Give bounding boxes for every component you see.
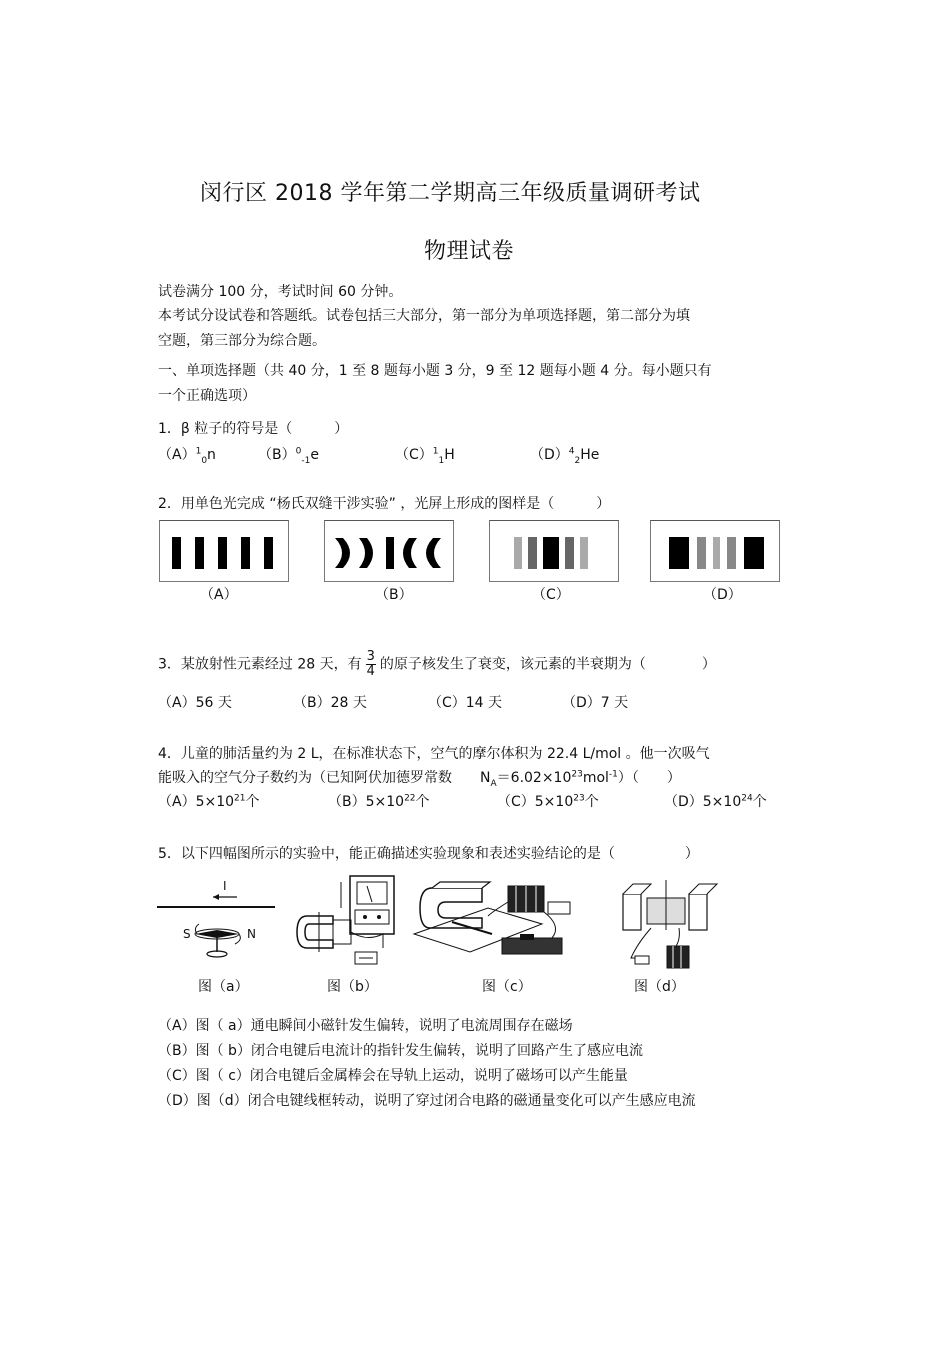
intro-line-3: 空题，第三部分为综合题。	[158, 333, 326, 349]
q4-option-c: $(C)5\times 10^{23}$个	[497, 793, 599, 810]
q3-option-a: （A）56 天	[158, 695, 232, 711]
fringe-pattern-b-graphic	[325, 521, 453, 581]
intro-line-2: 本考试分设试卷和答题纸。试卷包括三大部分，第一部分为单项选择题，第二部分为填	[158, 308, 690, 324]
figure-a-oersted	[155, 872, 280, 967]
section1-heading: 一、单项选择题（共 40 分，1 至 8 题每小题 3 分，9 至 12 题每小题 4 分。每小题只有	[158, 363, 712, 379]
exam-title: 闵行区 2018 学年第二学期高三年级质量调研考试	[200, 181, 701, 206]
figure-a-caption: 图（a）	[198, 979, 249, 995]
figure-c-caption: 图（c）	[482, 979, 532, 995]
fringe-label-b: （B）	[375, 587, 413, 603]
q4-option-a: $(A)5\times 10^{21}$个	[158, 793, 260, 810]
q1-stem: 1．β 粒子的符号是（ ）	[158, 421, 349, 437]
q3-option-d: （D）7 天	[562, 695, 629, 711]
figure-b-induction	[295, 872, 405, 970]
fringe-label-a: （A）	[200, 587, 238, 603]
q3-fraction: $\frac{3}{4}$	[366, 649, 375, 679]
q3-stem: 3．某放射性元素经过 28 天，有 $\frac{3}{4}$ 的原子核发生了衰变，该元素的半衰期为（ ）	[158, 649, 716, 679]
q5-option-d: （D）图（d）闭合电键线框转动，说明了穿过闭合电路的磁通量变化可以产生感应电流	[158, 1093, 696, 1109]
q5-option-a: （A）图（ a）通电瞬间小磁针发生偏转，说明了电流周围存在磁场	[158, 1018, 573, 1034]
fringe-label-c: （C）	[532, 587, 570, 603]
q2-stem: 2．用单色光完成 “杨氏双缝干涉实验” ，光屏上形成的图样是（ ）	[158, 496, 611, 512]
fringe-label-d: （D）	[703, 587, 742, 603]
fringe-pattern-b	[324, 520, 454, 582]
q3-option-c: （C）14 天	[428, 695, 503, 711]
figure-a-north-label: N	[247, 927, 256, 941]
figure-b-caption: 图（b）	[327, 979, 378, 995]
fringe-pattern-a	[159, 520, 289, 582]
q1-option-b: $(B)^0_{-1}e$	[258, 446, 319, 466]
q4-option-b: $(B)5\times 10^{22}$个	[328, 793, 430, 810]
fringe-pattern-d	[650, 520, 780, 582]
q4-stem-line1: 4．儿童的肺活量约为 2 L，在标准状态下，空气的摩尔体积为 22.4 L/mol 。他一次吸气	[158, 746, 710, 762]
q4-stem-line2: 能吸入的空气分子数约为（已知阿伏加德罗常数 $N_A=6.02\times 10^{23}mol^{-1}$）（ ）	[158, 769, 681, 789]
q5-option-c: （C）图（ c）闭合电键后金属棒会在导轨上运动，说明了磁场可以产生能量	[158, 1068, 628, 1084]
q4-option-d: $(D)5\times 10^{24}$个	[664, 793, 767, 810]
q1-option-c: $(C)^1_1H$	[395, 446, 455, 466]
q3-option-b: （B）28 天	[293, 695, 367, 711]
figure-d-caption: 图（d）	[634, 979, 685, 995]
section1-heading-cont: 一个正确选项）	[158, 388, 256, 404]
figure-c-motor	[412, 872, 582, 970]
figure-d-rotating-loop	[617, 872, 727, 972]
fringe-pattern-c	[489, 520, 619, 582]
figure-a-current-label: I	[223, 879, 227, 893]
intro-line-1: 试卷满分 100 分，考试时间 60 分钟。	[158, 284, 403, 300]
q1-option-a: $(A)^1_0n$	[158, 446, 216, 466]
q5-option-b: （B）图（ b）闭合电键后电流计的指针发生偏转，说明了回路产生了感应电流	[158, 1043, 643, 1059]
exam-subtitle: 物理试卷	[424, 239, 515, 264]
q5-stem: 5．以下四幅图所示的实验中，能正确描述实验现象和表述实验结论的是（ ）	[158, 846, 699, 862]
figure-a-south-label: S	[183, 927, 191, 941]
q1-option-d: $(D)^4_2He$	[530, 446, 600, 466]
